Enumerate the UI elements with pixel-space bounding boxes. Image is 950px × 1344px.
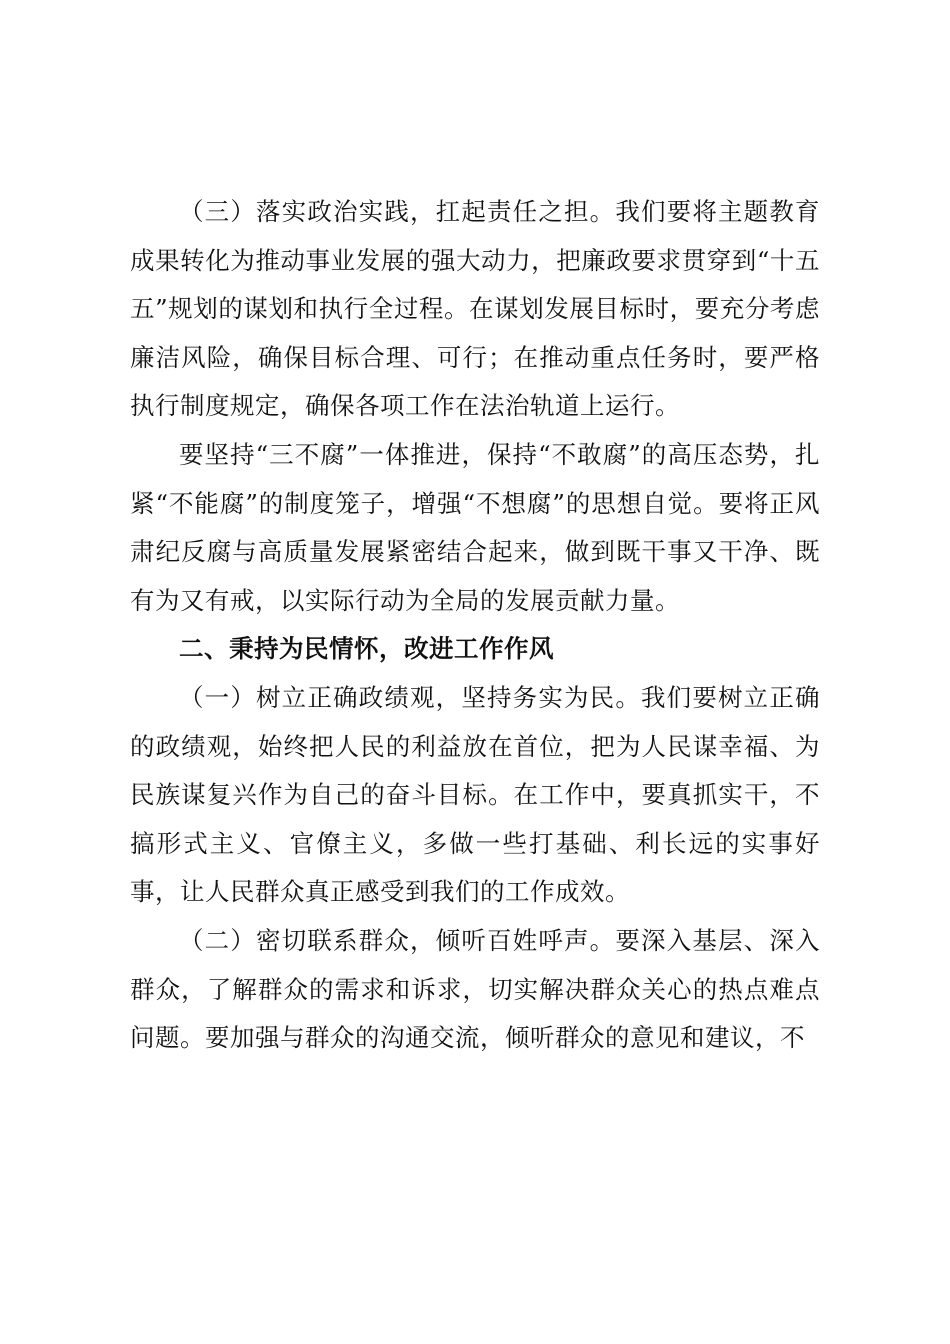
paragraph-implement-political-practice: （三）落实政治实践，扛起责任之担。我们要将主题教育成果转化为推动事业发展的强大动力，把廉政要求贯穿到“十五五”规划的谋划和执行全过程。在谋划发展目标时，要充分考虑廉洁风险，确保目标合理、可行；在推动重点任务时，要严格执行制度规定，确保各项工作在法治轨道上运行。 (130, 197, 820, 421)
paragraph-correct-performance-view: （一）树立正确政绩观，坚持务实为民。我们要树立正确的政绩观，始终把人民的利益放在首位，把为人民谋幸福、为民族谋复兴作为自己的奋斗目标。在工作中，要真抓实干，不搞形式主义、官僚主义，多做一些打基础、利长远的实事好事，让人民群众真正感受到我们的工作成效。 (130, 682, 820, 907)
section-heading-people-oriented: 二、秉持为民情怀，改进工作作风 (179, 634, 554, 664)
paragraph-three-no-corruption: 要坚持“三不腐”一体推进，保持“不敢腐”的高压态势，扎紧“不能腐”的制度笼子，增强“不想腐”的思想自觉。要将正风肃纪反腐与高质量发展紧密结合起来，做到既干事又干净、既有为又有戒，以实际行动为全局的发展贡献力量。 (130, 439, 820, 615)
document-page (130, 188, 820, 1063)
paragraph-contact-with-masses: （二）密切联系群众，倾听百姓呼声。要深入基层、深入群众，了解群众的需求和诉求，切实解决群众关心的热点难点问题。要加强与群众的沟通交流，倾听群众的意见和建议，不 (130, 925, 820, 1053)
